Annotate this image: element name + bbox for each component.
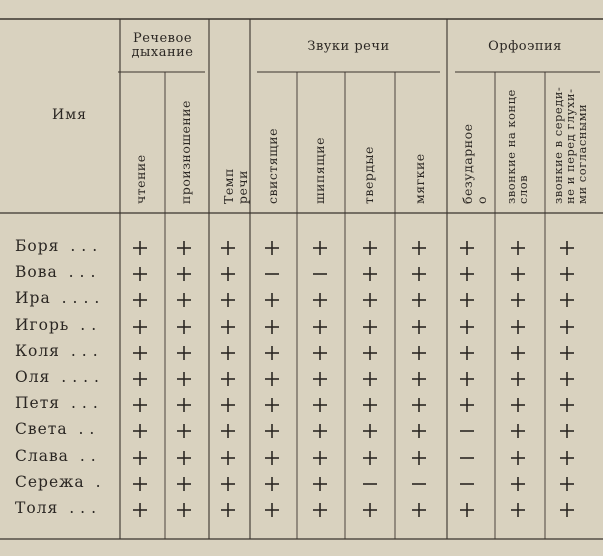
- plus-mark: [555, 262, 579, 286]
- name-column-header: Имя: [52, 107, 87, 123]
- plus-mark: [172, 288, 196, 312]
- plus-mark: [260, 288, 284, 312]
- plus-mark: [128, 341, 152, 365]
- leader-dots: ...: [57, 263, 102, 282]
- leader-dots: ....: [50, 368, 105, 386]
- plus-mark: [128, 367, 152, 391]
- dash-mark: [308, 262, 332, 286]
- plus-mark: [172, 498, 196, 522]
- plus-mark: [555, 446, 579, 470]
- row-name: [15, 422, 100, 438]
- plus-mark: [358, 262, 382, 286]
- plus-mark: [506, 367, 530, 391]
- plus-mark: [216, 315, 240, 339]
- plus-mark: [308, 341, 332, 365]
- plus-mark: [172, 236, 196, 260]
- plus-mark: [172, 472, 196, 496]
- row-name-text: Коля: [15, 341, 60, 360]
- plus-mark: [128, 393, 152, 417]
- plus-mark: [172, 262, 196, 286]
- leader-dots: ..: [68, 446, 102, 465]
- plus-mark: [358, 341, 382, 365]
- leader-dots: ..: [69, 315, 103, 334]
- plus-mark: [506, 341, 530, 365]
- plus-mark: [407, 236, 431, 260]
- dash-mark: [260, 262, 284, 286]
- plus-mark: [455, 498, 479, 522]
- plus-mark: [407, 393, 431, 417]
- plus-mark: [128, 419, 152, 443]
- plus-mark: [260, 393, 284, 417]
- plus-mark: [555, 393, 579, 417]
- plus-mark: [260, 446, 284, 470]
- plus-mark: [260, 419, 284, 443]
- plus-mark: [308, 472, 332, 496]
- plus-mark: [128, 315, 152, 339]
- plus-mark: [455, 262, 479, 286]
- plus-mark: [260, 472, 284, 496]
- row-name-text: Сережа: [15, 472, 85, 491]
- plus-mark: [216, 341, 240, 365]
- row-name-text: Ира: [15, 289, 51, 308]
- group-header-breathing: Речевое дыхание: [131, 31, 194, 61]
- plus-mark: [555, 367, 579, 391]
- row-name: [15, 501, 102, 517]
- dash-mark: [358, 472, 382, 496]
- plus-mark: [308, 419, 332, 443]
- row-name-text: Петя: [15, 394, 61, 413]
- row-name-text: Оля: [15, 368, 51, 386]
- leader-dots: ...: [59, 341, 104, 360]
- plus-mark: [172, 341, 196, 365]
- plus-mark: [128, 498, 152, 522]
- plus-mark: [506, 288, 530, 312]
- row-name: [15, 239, 103, 255]
- plus-mark: [128, 288, 152, 312]
- plus-mark: [260, 236, 284, 260]
- row-name-text: Боря: [15, 237, 60, 255]
- row-name: [15, 370, 105, 386]
- plus-mark: [555, 472, 579, 496]
- plus-mark: [506, 262, 530, 286]
- dash-mark: [455, 419, 479, 443]
- plus-mark: [308, 498, 332, 522]
- results-table: Имя Речевое дыхание Звуки речи Орфоэпия чтение произношение Темп речи свистящие шипящие твердые мягкие безударное о звонкие на конце слов звонкие в середи- не и перед глухи- ми согласными Боря ... Вова ... Ира .... Игорь .. Коля ... Оля .... Петя ... Света .. Слава .. Сережа . Толя ...: [0, 0, 603, 556]
- plus-mark: [172, 446, 196, 470]
- plus-mark: [455, 393, 479, 417]
- group-header-speech-sounds: Звуки речи: [307, 39, 390, 54]
- row-name-text: Толя: [15, 499, 59, 517]
- plus-mark: [407, 498, 431, 522]
- plus-mark: [308, 367, 332, 391]
- plus-mark: [216, 419, 240, 443]
- row-name: [15, 396, 104, 412]
- plus-mark: [358, 288, 382, 312]
- plus-mark: [260, 498, 284, 522]
- plus-mark: [260, 315, 284, 339]
- plus-mark: [455, 236, 479, 260]
- plus-mark: [506, 393, 530, 417]
- leader-dots: ..: [67, 420, 101, 439]
- dash-mark: [407, 472, 431, 496]
- plus-mark: [455, 288, 479, 312]
- plus-mark: [128, 446, 152, 470]
- plus-mark: [358, 367, 382, 391]
- plus-mark: [172, 393, 196, 417]
- plus-mark: [128, 472, 152, 496]
- plus-mark: [407, 419, 431, 443]
- plus-mark: [358, 393, 382, 417]
- plus-mark: [216, 236, 240, 260]
- plus-mark: [216, 498, 240, 522]
- plus-mark: [407, 446, 431, 470]
- row-name-text: Света: [15, 420, 68, 439]
- plus-mark: [407, 262, 431, 286]
- row-name: [15, 446, 102, 465]
- plus-mark: [407, 288, 431, 312]
- plus-mark: [506, 315, 530, 339]
- row-name-text: Вова: [15, 263, 58, 282]
- plus-mark: [358, 446, 382, 470]
- plus-mark: [555, 315, 579, 339]
- plus-mark: [358, 498, 382, 522]
- plus-mark: [260, 341, 284, 365]
- leader-dots: .: [84, 472, 107, 491]
- leader-dots: ...: [59, 237, 104, 255]
- plus-mark: [506, 236, 530, 260]
- plus-mark: [260, 367, 284, 391]
- row-name: [15, 315, 103, 334]
- leader-dots: ....: [50, 289, 106, 308]
- plus-mark: [506, 498, 530, 522]
- plus-mark: [216, 262, 240, 286]
- plus-mark: [308, 393, 332, 417]
- plus-mark: [407, 367, 431, 391]
- plus-mark: [308, 446, 332, 470]
- plus-mark: [128, 236, 152, 260]
- plus-mark: [506, 472, 530, 496]
- plus-mark: [358, 419, 382, 443]
- plus-mark: [407, 315, 431, 339]
- row-name: [15, 291, 105, 307]
- plus-mark: [455, 367, 479, 391]
- plus-mark: [216, 288, 240, 312]
- plus-mark: [172, 419, 196, 443]
- plus-mark: [455, 315, 479, 339]
- plus-mark: [308, 236, 332, 260]
- dash-mark: [455, 472, 479, 496]
- plus-mark: [506, 446, 530, 470]
- plus-mark: [308, 288, 332, 312]
- plus-mark: [308, 315, 332, 339]
- plus-mark: [216, 393, 240, 417]
- plus-mark: [358, 315, 382, 339]
- row-name: [15, 265, 101, 281]
- plus-mark: [172, 367, 196, 391]
- plus-mark: [216, 367, 240, 391]
- plus-mark: [216, 472, 240, 496]
- row-name: [15, 341, 104, 360]
- plus-mark: [455, 341, 479, 365]
- leader-dots: ...: [60, 394, 104, 413]
- plus-mark: [407, 341, 431, 365]
- plus-mark: [555, 288, 579, 312]
- plus-mark: [128, 262, 152, 286]
- row-name: [15, 472, 107, 491]
- plus-mark: [555, 236, 579, 260]
- plus-mark: [555, 419, 579, 443]
- leader-dots: ...: [58, 499, 103, 517]
- row-name-text: Слава: [15, 446, 69, 465]
- plus-mark: [506, 419, 530, 443]
- plus-mark: [358, 236, 382, 260]
- group-header-orthoepy: Орфоэпия: [488, 39, 562, 54]
- plus-mark: [172, 315, 196, 339]
- row-name-text: Игорь: [15, 315, 70, 334]
- plus-mark: [555, 341, 579, 365]
- plus-mark: [216, 446, 240, 470]
- dash-mark: [455, 446, 479, 470]
- plus-mark: [555, 498, 579, 522]
